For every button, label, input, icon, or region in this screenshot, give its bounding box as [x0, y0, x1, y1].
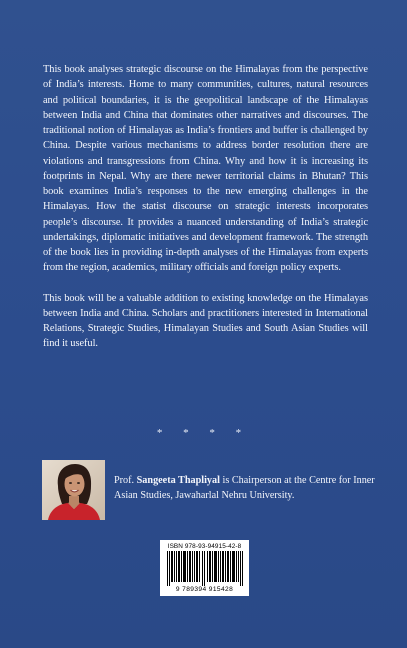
author-photo	[42, 460, 105, 520]
isbn-label: ISBN 978-93-94915-42-8	[167, 543, 242, 550]
section-separator: * * * *	[156, 427, 251, 439]
barcode-digits: 9 789394 915428	[175, 586, 234, 593]
barcode-bars	[166, 551, 244, 586]
author-name: Sangeeta Thapliyal	[136, 475, 220, 486]
blurb-paragraph-1: This book analyses strategic discourse on the Himalayas from the perspective of India’s interests. Home to many communities, cultures, natural resources and political boundaries, it is the geopolitical landscape of the Himalayas between India and China that dominates other narratives and discourses. The traditional notion of Himalayas as India’s frontiers and buffer is challenged by China. Despite various mechanisms to address border resolution there are violations and transgressions from China. Why and how it is increasing its footprints in Nepal. Why are there newer territorial claims in Bhutan? This book examines India’s responses to the new emerging challenges in the Himalayas. How the statist discourse on strategic interests incorporates people’s discourse. It provides a nuanced understanding of India’s strategic undertakings, diplomatic initiatives and development framework. The strength of the book lies in providing in-depth analyses of the Himalayas from experts from the region, academics, military officials and foreign policy experts.	[43, 64, 368, 274]
isbn-barcode	[160, 540, 249, 596]
author-bio	[114, 473, 376, 503]
book-blurb	[43, 62, 368, 352]
author-bio-text: is Chairperson at the Centre for Inner Asian Studies, Jawaharlal Nehru University.	[114, 475, 375, 501]
blurb-paragraph-2: This book will be a valuable addition to existing knowledge on the Himalayas between India and China. Scholars and practitioners interested in International Relations, Strategic Studies, Himalayan Studies and South Asian Studies will find it useful.	[43, 292, 368, 350]
author-prefix: Prof.	[114, 475, 137, 486]
